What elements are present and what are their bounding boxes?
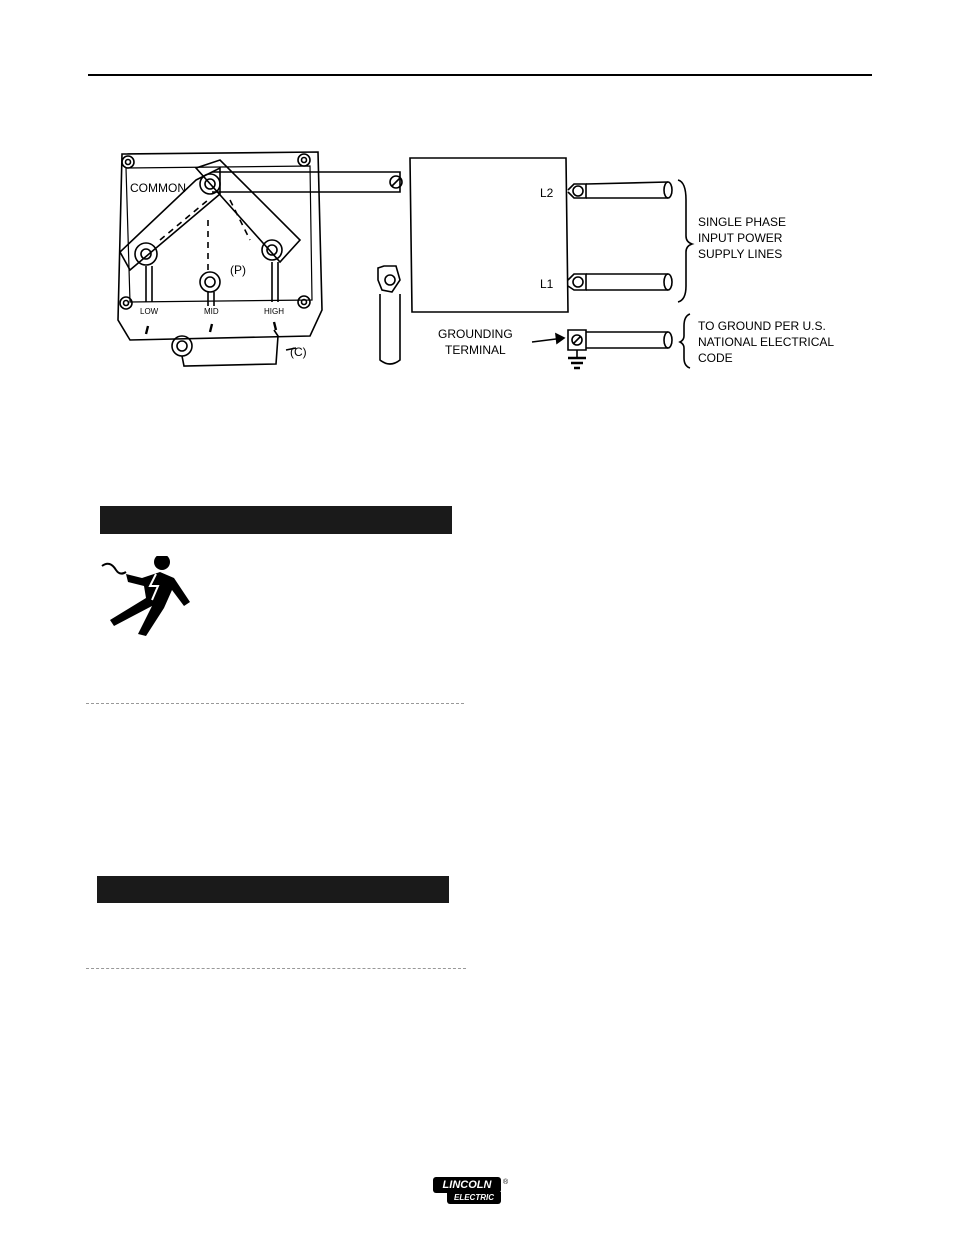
warning-header-bar	[100, 506, 452, 534]
common-label: COMMON	[130, 181, 186, 195]
logo-bottom-text: ELECTRIC	[447, 1192, 501, 1204]
grounding-terminal-label: GROUNDING TERMINAL	[438, 327, 513, 357]
electric-shock-icon	[98, 556, 208, 646]
supply-lines-label: SINGLE PHASE INPUT POWER SUPPLY LINES	[698, 215, 787, 261]
section-divider	[86, 703, 464, 704]
ground-code-label: TO GROUND PER U.S. NATIONAL ELECTRICAL CODE	[698, 319, 835, 365]
section-divider-2	[86, 968, 466, 969]
high-label: HIGH	[264, 307, 284, 316]
logo-registered-mark: ®	[503, 1179, 509, 1186]
l2-label: L2	[540, 186, 554, 200]
c-label: (C)	[290, 345, 307, 359]
low-label: LOW	[140, 307, 159, 316]
header-rule	[88, 74, 872, 76]
l1-label: L1	[540, 277, 554, 291]
mid-label: MID	[204, 307, 219, 316]
logo-top-text: LINCOLN	[433, 1177, 501, 1193]
lincoln-electric-logo	[433, 1177, 513, 1207]
caution-header-bar	[97, 876, 449, 903]
wiring-diagram	[100, 140, 860, 380]
p-label: (P)	[230, 263, 246, 277]
